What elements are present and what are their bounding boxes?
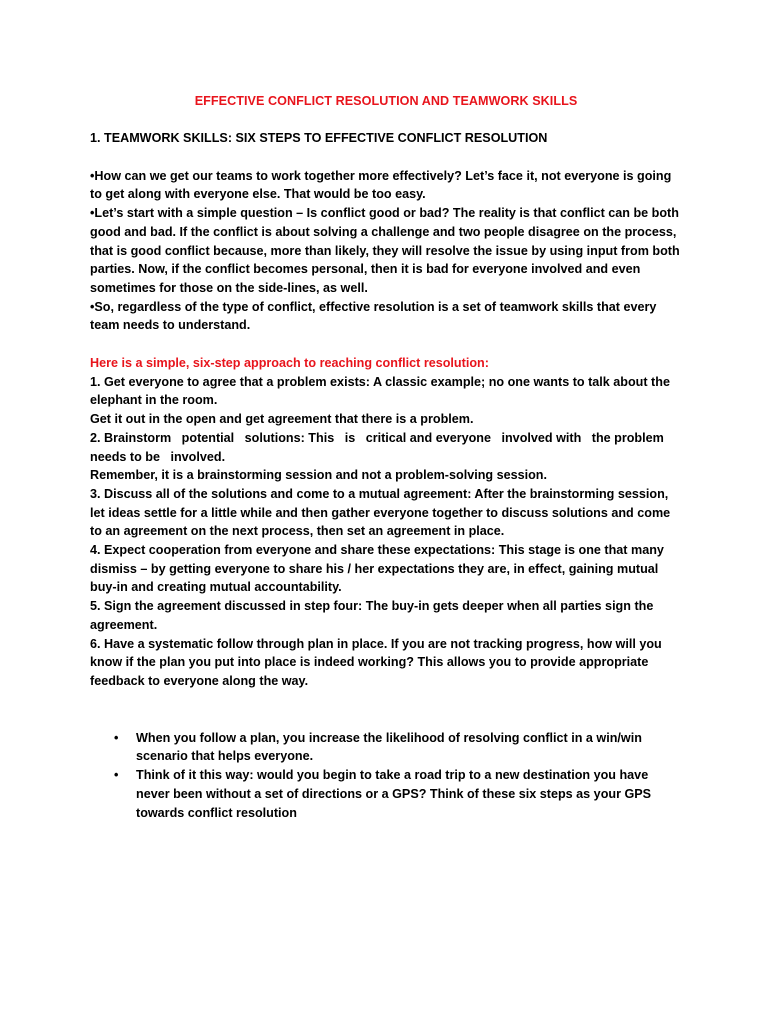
steps-intro-heading: Here is a simple, six-step approach to reaching conflict resolution: <box>90 356 489 371</box>
bullet-icon: • <box>114 768 119 783</box>
step-2-note: Remember, it is a brainstorming session and not a problem-solving session. <box>90 468 547 483</box>
steps-section <box>90 354 682 691</box>
intro-section <box>90 167 682 335</box>
list-item <box>90 766 682 822</box>
document-body <box>90 92 682 822</box>
list-item <box>90 729 682 766</box>
intro-paragraph-2: •Let’s start with a simple question – Is conflict good or bad? The reality is that conflict can be both good and bad. If the conflict is about solving a challenge and two people disagree on the process, that is good conflict because, more than likely, they will resolve the issue by using input from both parties. Now, if the conflict becomes personal, then it is bad for everyone involved and even sometimes for those on the side-lines, as well. <box>90 206 680 295</box>
bullet-text-2: Think of it this way: would you begin to take a road trip to a new destination you have never been without a set of directions or a GPS? Think of these six steps as your GPS towards conflict resolution <box>136 768 652 820</box>
closing-bullet-list <box>90 729 682 823</box>
step-6: 6. Have a systematic follow through plan in place. If you are not tracking progress, how will you know if the plan you put into place is indeed working? This allows you to provide appropriate feedback to everyone along the way. <box>90 636 662 688</box>
step-2: 2. Brainstorm potential solutions: This is critical and everyone involved with the problem needs to be involved. <box>90 430 668 464</box>
step-1: 1. Get everyone to agree that a problem exists: A classic example; no one wants to talk about the elephant in the room. <box>90 374 670 408</box>
step-4: 4. Expect cooperation from everyone and share these expectations: This stage is one that many dismiss – by getting everyone to share his / her expectations they are, in effect, gaining mutual buy-in and creating mutual accountability. <box>90 543 664 595</box>
step-5: 5. Sign the agreement discussed in step four: The buy-in gets deeper when all parties sign the agreement. <box>90 599 654 632</box>
bullet-icon: • <box>114 730 119 745</box>
step-1-note: Get it out in the open and get agreement that there is a problem. <box>90 412 474 427</box>
section-heading: 1. TEAMWORK SKILLS: SIX STEPS TO EFFECTIVE CONFLICT RESOLUTION <box>90 131 548 145</box>
step-3: 3. Discuss all of the solutions and come to a mutual agreement: After the brainstorming session, let ideas settle for a little while and then gather everyone together to discuss solutions and come to an agreement on the next process, then set an agreement in place. <box>90 486 671 539</box>
intro-paragraph-1: •How can we get our teams to work together more effectively? Let’s face it, not everyone is going to get along with everyone else. That would be too easy. <box>90 168 672 202</box>
document-title: EFFECTIVE CONFLICT RESOLUTION AND TEAMWORK SKILLS <box>194 94 578 108</box>
intro-paragraph-3: •So, regardless of the type of conflict, effective resolution is a set of teamwork skills that every team needs to understand. <box>90 299 657 333</box>
bullet-text-1: When you follow a plan, you increase the likelihood of resolving conflict in a win/win scenario that helps everyone. <box>136 730 642 764</box>
